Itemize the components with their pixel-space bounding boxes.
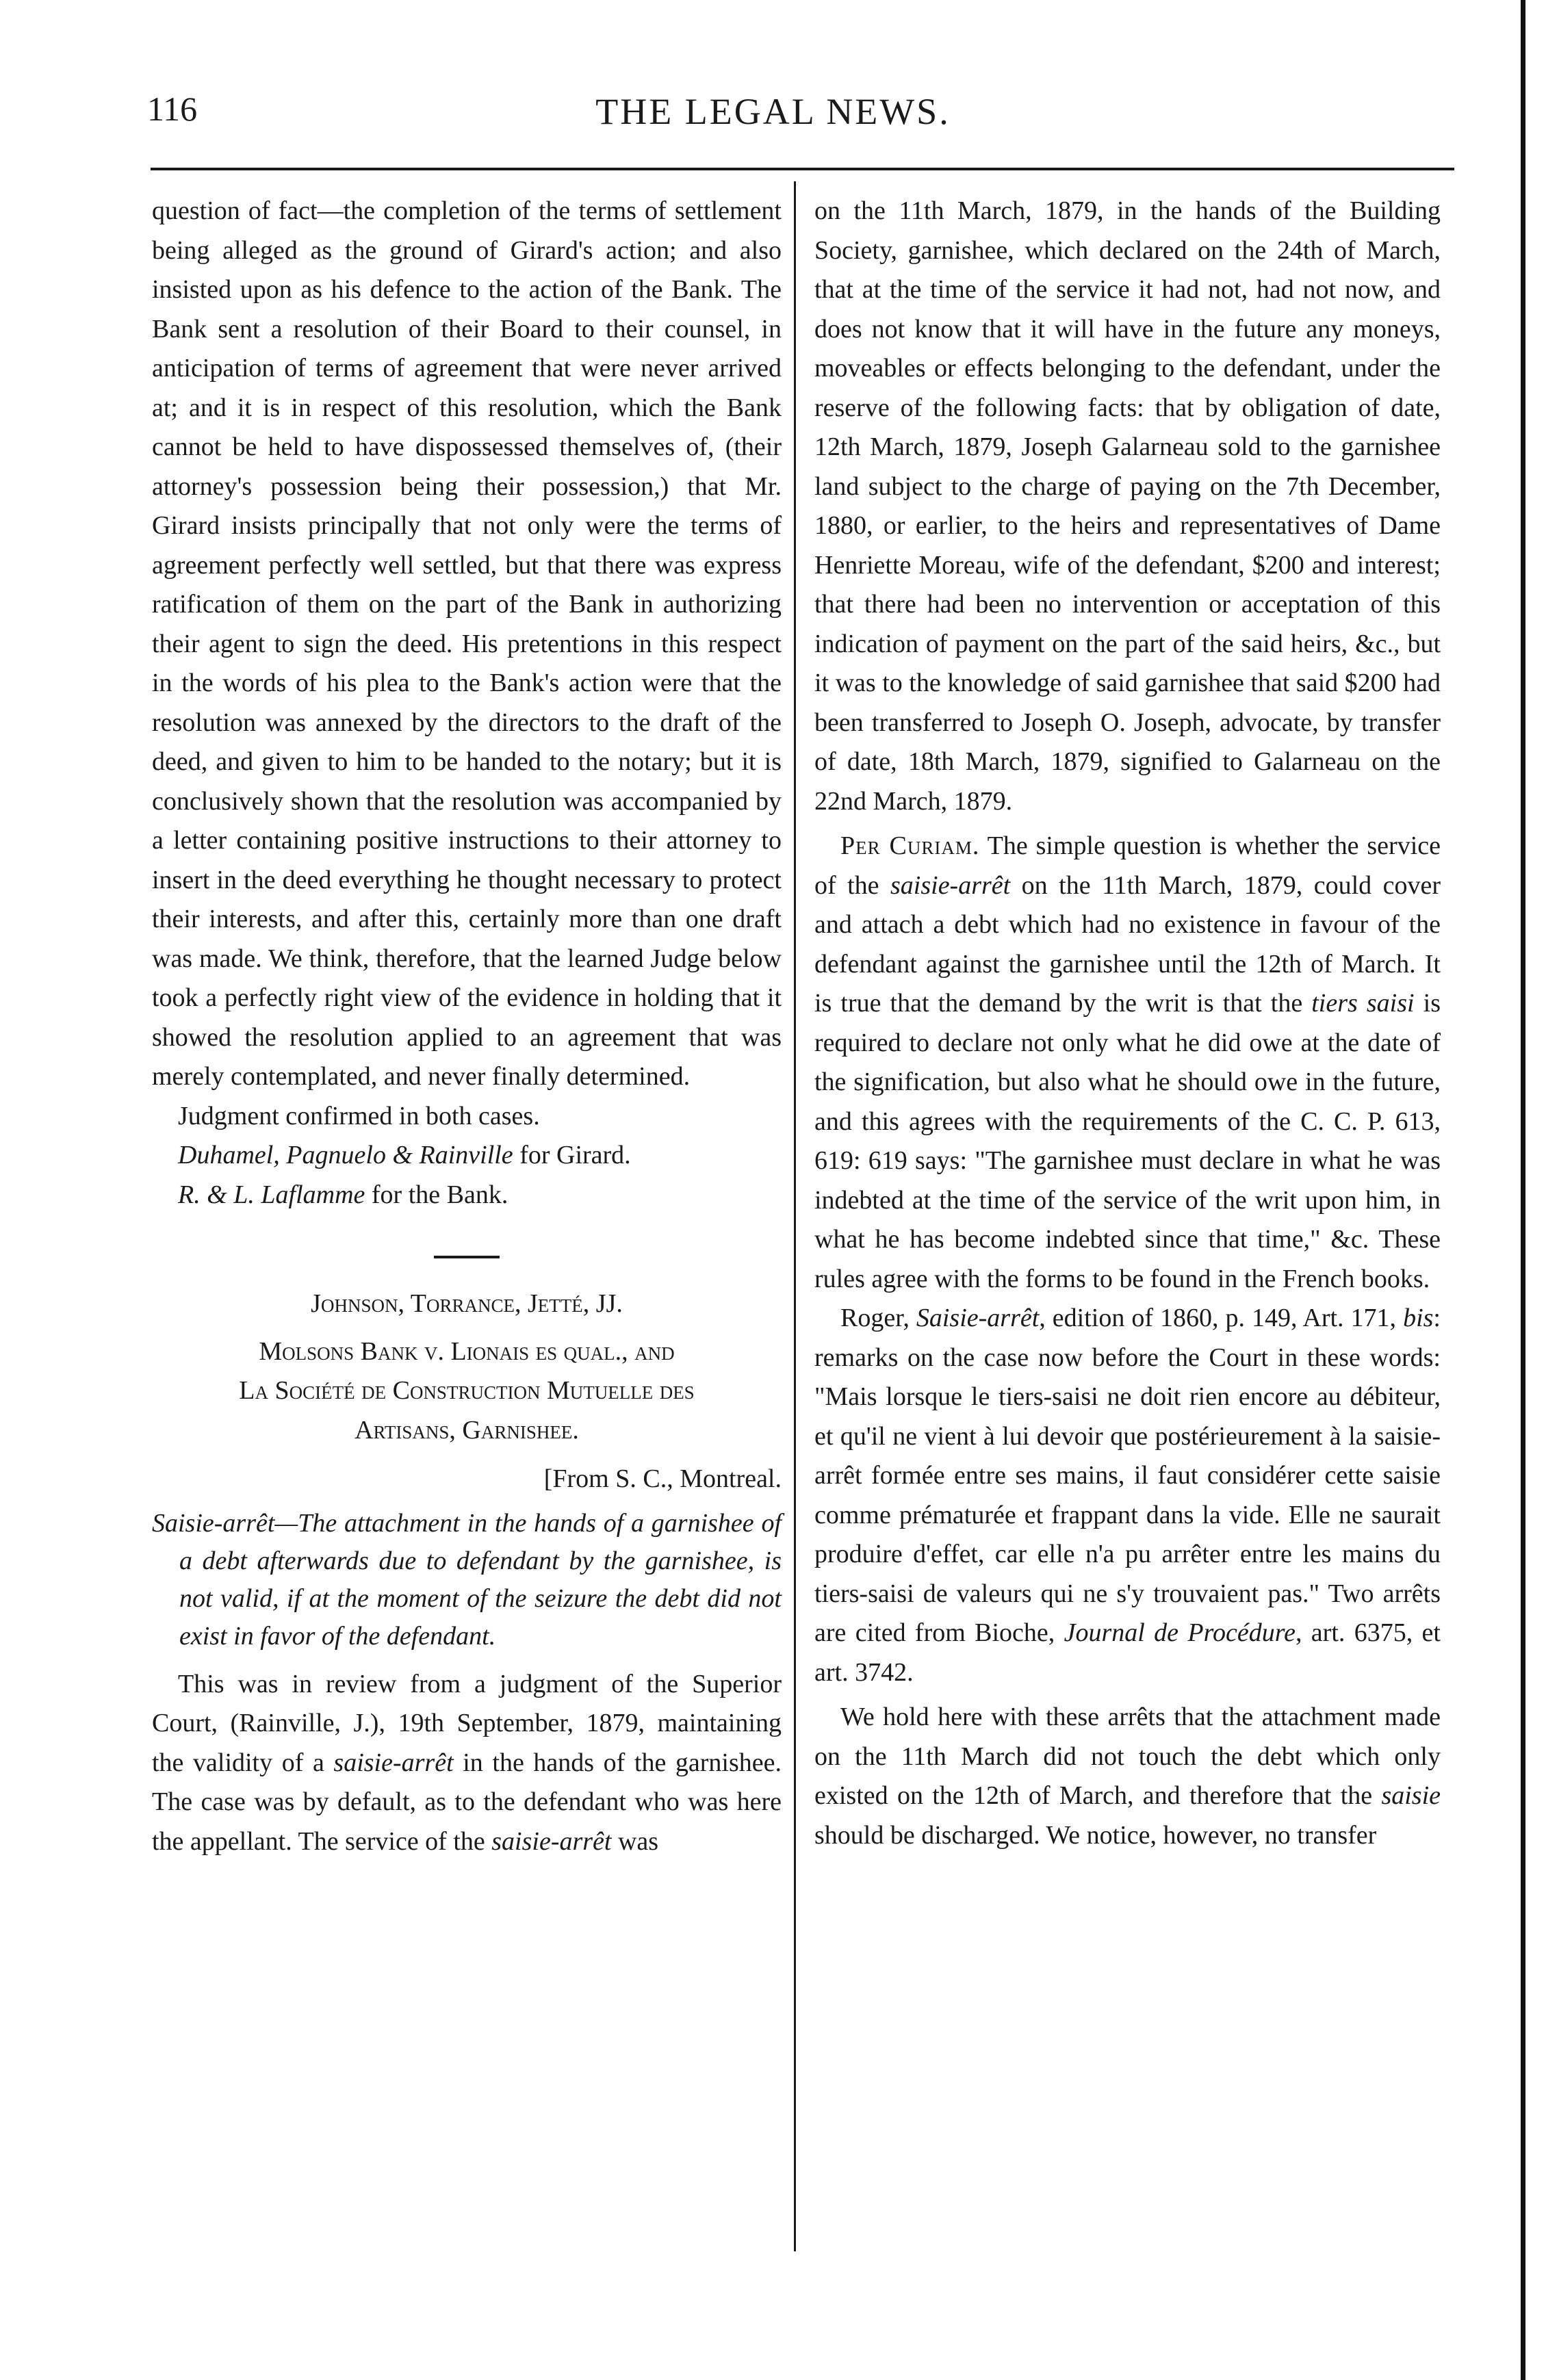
text-run-italic: tiers saisi xyxy=(1311,989,1415,1018)
counsel-for: for the Bank. xyxy=(365,1180,508,1209)
text-run: We hold here with these arrêts that the attachment made on the 11th March did not touch the debt which only existed on the 12th of March, and therefore that the xyxy=(814,1703,1441,1810)
text-run: , art. 6375, et art. 3742. xyxy=(814,1618,1441,1687)
paragraph-holding xyxy=(814,1698,1441,1855)
text-run: is required to declare not only what he did owe at the date of the signification, but also what he should owe in the future, and this agrees with the requirements of the C. C. P. 613, 619: 619 says: "The garnishee must declare in what he was indebted at the time of the service of the writ upon him, in what he has become indebted since that time," &c. These rules agree with the forms to be found in the French books. xyxy=(814,989,1441,1293)
headnote: Saisie-arrêt—The attachment in the hands of a garnishee of a debt afterwards due to defendant by the garnishee, is not valid, if at the moment of the seizure the debt did not exist in favor of the defendant. xyxy=(152,1508,782,1651)
text-run-italic: saisie xyxy=(1381,1781,1441,1810)
paragraph-continuation: on the 11th March, 1879, in the hands of the Building Society, garnishee, which declared on the 24th of March, that at the time of the service it had not, had not now, and does not know that it will have in the future any moneys, moveables or effects belonging to the defendant, under the reserve of the following facts: that by obligation of date, 12th March, 1879, Joseph Galarneau sold to the garnishee land subject to the charge of paying on the 7th December, 1880, or earlier, to the heirs and representatives of Dame Henriette Moreau, wife of the defendant, $200 and interest; that there had been no intervention or acceptation of this indication of payment on the part of the said heirs, &c., but it was to the knowledge of said garnishee that said $200 had been transferred to Joseph O. Joseph, advocate, by transfer of date, 18th March, 1879, signified to Galarneau on the 22nd March, 1879. xyxy=(814,196,1441,816)
right-column xyxy=(814,192,1441,1855)
court-source: [From S. C., Montreal. xyxy=(543,1464,782,1493)
header-rule xyxy=(151,168,1454,170)
text-run-italic: saisie-arrêt xyxy=(333,1748,454,1777)
counsel-girard xyxy=(152,1136,782,1176)
text-run-italic: Saisie-arrêt xyxy=(916,1304,1040,1332)
text-run-italic: saisie-arrêt xyxy=(491,1826,612,1856)
case-title-line: Artisans, Garnishee. xyxy=(355,1415,579,1445)
running-head: THE LEGAL NEWS. xyxy=(595,91,951,132)
paragraph-review xyxy=(152,1665,782,1862)
counsel-bank xyxy=(152,1176,782,1215)
text-run-italic: bis xyxy=(1403,1304,1434,1332)
text-run: : remarks on the case now before the Court in these words: "Mais lorsque le tiers-saisi ne doit rien encore au débiteur, et qu'il ne vient à lui devoir que postérieurement à la saisie-arrêt formée entre ses mains, il faut considérer cette saisie comme prématurée et frappant dans la vide. Elle ne saurait produire d'effet, car elle n'a pu arrêter entre les mains du tiers-saisi de valeurs qui ne s'y trouvaient pas." Two arrêts are cited from Bioche, xyxy=(814,1304,1441,1647)
text-run: The simple question is whether the service of the xyxy=(814,831,1441,900)
paragraph-roger xyxy=(814,1299,1441,1692)
counsel-names: Duhamel, Pagnuelo & Rainville xyxy=(178,1141,513,1169)
text-run-italic: Journal de Procédure xyxy=(1064,1618,1296,1647)
text-run-italic: saisie-arrêt xyxy=(890,870,1011,900)
judges-line: Johnson, Torrance, Jetté, JJ. xyxy=(311,1289,623,1318)
text-run: , edition of 1860, p. 149, Art. 171, xyxy=(1039,1304,1404,1332)
text-run: This was in review from a judgment of the Superior Court, (Rainville, J.), 19th September, 1879, maintaining the validity of a xyxy=(152,1669,782,1777)
spacer xyxy=(814,821,1441,827)
counsel-names: R. & L. Laflamme xyxy=(178,1180,365,1209)
judgment-line: Judgment confirmed in both cases. xyxy=(178,1101,540,1130)
section-rule xyxy=(434,1256,500,1258)
paragraph-continuation: question of fact—the completion of the terms of settlement being alleged as the ground of Girard's action; and also insisted upon as his defence to the action of the Bank. The Bank sent a resolution of their Board to their counsel, in anticipation of terms of agreement that were never arrived at; and it is in respect of this resolution, which the Bank cannot be held to have dispossessed themselves of, (their attorney's possession being their possession,) that Mr. Girard insists principally that not only were the terms of agreement perfectly well settled, but that there was express ratification of them on the part of the Bank in authorizing their agent to sign the deed. His pretentions in this respect in the words of his plea to the Bank's action were that the resolution was annexed by the directors to the draft of the deed, and given to him to be handed to the notary; but it is conclusively shown that the resolution was accompanied by a letter containing positive instructions to their attorney to insert in the deed everything he thought necessary to protect their interests, and after this, certainly more than one draft was made. We think, therefore, that the learned Judge below took a perfectly right view of the evidence in holding that it showed the resolution applied to an agreement that was merely contemplated, and never finally determined. xyxy=(152,196,782,1091)
spacer xyxy=(814,1692,1441,1698)
page-number: 116 xyxy=(147,90,198,128)
text-run: should be discharged. We notice, however, no transfer xyxy=(814,1820,1377,1850)
left-column xyxy=(152,192,782,1861)
counsel-for: for Girard. xyxy=(513,1141,631,1169)
case-title-line: Molsons Bank v. Lionais es qual., and xyxy=(259,1336,675,1366)
per-curiam-label: Per Curiam. xyxy=(840,831,980,860)
text-run: in the hands of the garnishee. The case was by default, as to the defendant who was here the appellant. The service of the xyxy=(152,1748,782,1856)
text-run: Roger, xyxy=(840,1304,916,1332)
page-edge-line xyxy=(1521,0,1525,2380)
text-run: on the 11th March, 1879, could cover and attach a debt which had no existence in favour of the defendant against the garnishee until the 12th of March. It is true that the demand by the writ is that the xyxy=(814,870,1441,1018)
column-divider xyxy=(794,181,796,2251)
paragraph-per-curiam xyxy=(814,827,1441,1299)
case-title-line: La Société de Construction Mutuelle des xyxy=(239,1376,695,1405)
text-run: was xyxy=(611,1826,659,1856)
